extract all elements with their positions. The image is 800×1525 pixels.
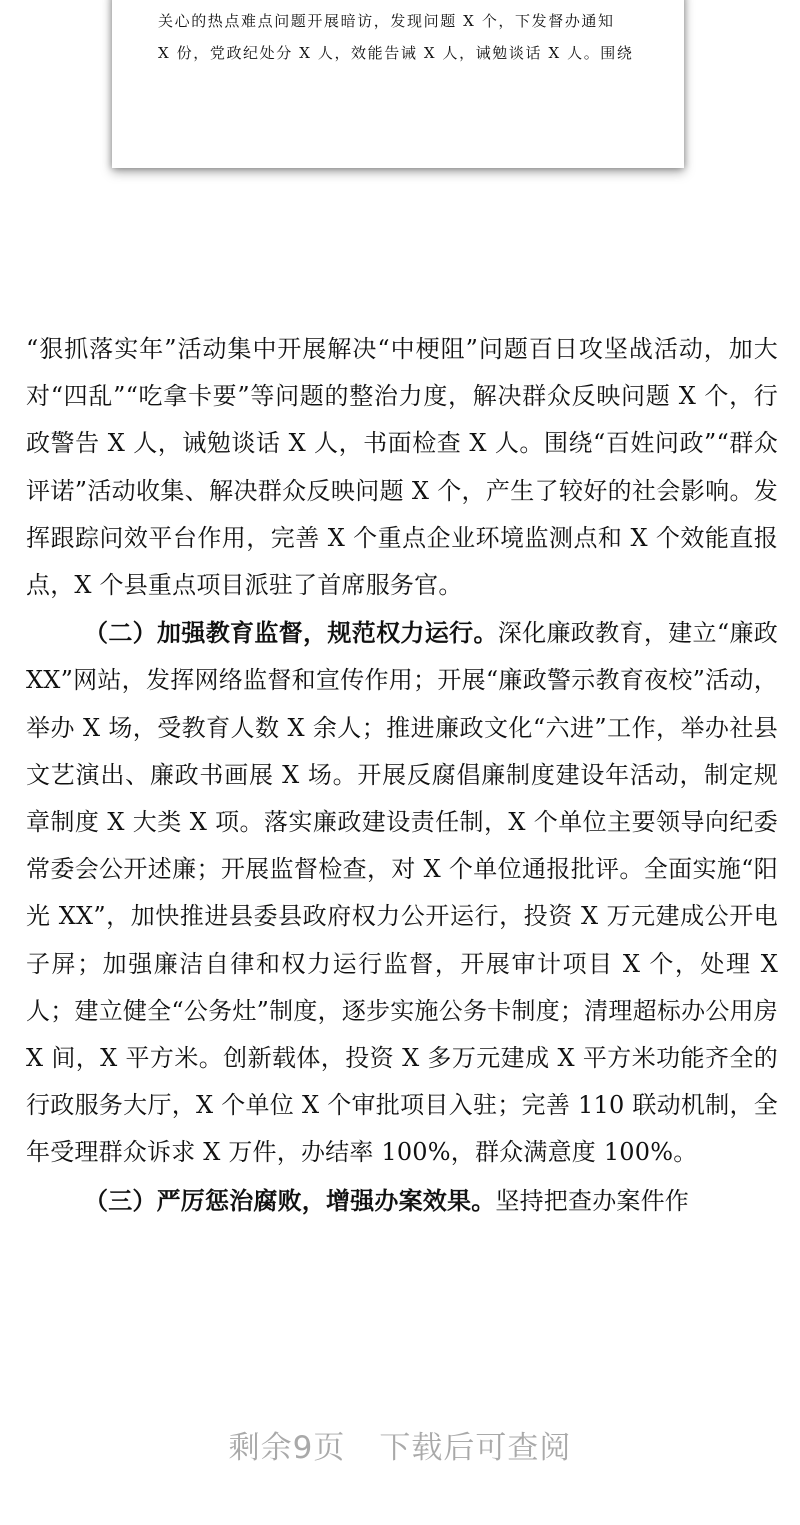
section-heading-2: （二）加强教育监督，规范权力运行。 (84, 618, 498, 648)
download-to-view-label: 下载后可查阅 (379, 1430, 572, 1466)
page-preview-card (112, 0, 684, 168)
paragraph-2 (26, 609, 778, 1176)
paragraph-3 (26, 1177, 778, 1225)
paragraph-1: “狠抓落实年”活动集中开展解决“中梗阻”问题百日攻坚战活动，加大对“四乱”“吃拿卡要”等问题的整治力度，解决群众反映问题 X 个，行政警告 X 人，诫勉谈话 X 人，书面检查 X 人。围绕“百姓问政”“群众评诺”活动收集、解决群众反映问题 X 个，产生了较好的社会影响。发挥跟踪问效平台作用，完善 X 个重点企业环境监测点和 X 个效能直报点，X 个县重点项目派驻了首席服务官。 (26, 335, 778, 600)
preview-line-1: 关心的热点难点问题开展暗访，发现问题 X 个，下发督办通知 (158, 12, 615, 30)
download-prompt[interactable] (0, 1422, 800, 1467)
paragraph-3-text: 坚持把查办案件作 (495, 1186, 690, 1215)
remaining-pages-label: 剩余9页 (228, 1430, 346, 1466)
preview-line-2: X 份，党政纪处分 X 人，效能告诫 X 人，诫勉谈话 X 人。围绕 (158, 44, 634, 62)
section-heading-3: （三）严厉惩治腐败，增强办案效果。 (84, 1185, 496, 1215)
document-body (26, 326, 778, 1225)
paragraph-2-text: 深化廉政教育，建立“廉政XX”网站，发挥网络监督和宣传作用；开展“廉政警示教育夜校”活动，举办 X 场，受教育人数 X 余人；推进廉政文化“六进”工作，举办社县文艺演出、廉政书画展 X 场。开展反腐倡廉制度建设年活动，制定规章制度 X 大类 X 项。落实廉政建设责任制，X 个单位主要领导向纪委常委会公开述廉；开展监督检查，对 X 个单位通报批评。全面实施“阳光 XX”，加快推进县委县政府权力公开运行，投资 X 万元建成公开电子屏；加强廉洁自律和权力运行监督，开展审计项目 X 个，处理 X 人；建立健全“公务灶”制度，逐步实施公务卡制度；清理超标办公用房 X 间，X 平方米。创新载体，投资 X 多万元建成 X 平方米功能齐全的行政服务大厅，X 个单位 X 个审批项目入驻；完善 110 联动机制，全年受理群众诉求 X 万件，办结率 100%，群众满意度 100%。 (26, 619, 778, 1167)
